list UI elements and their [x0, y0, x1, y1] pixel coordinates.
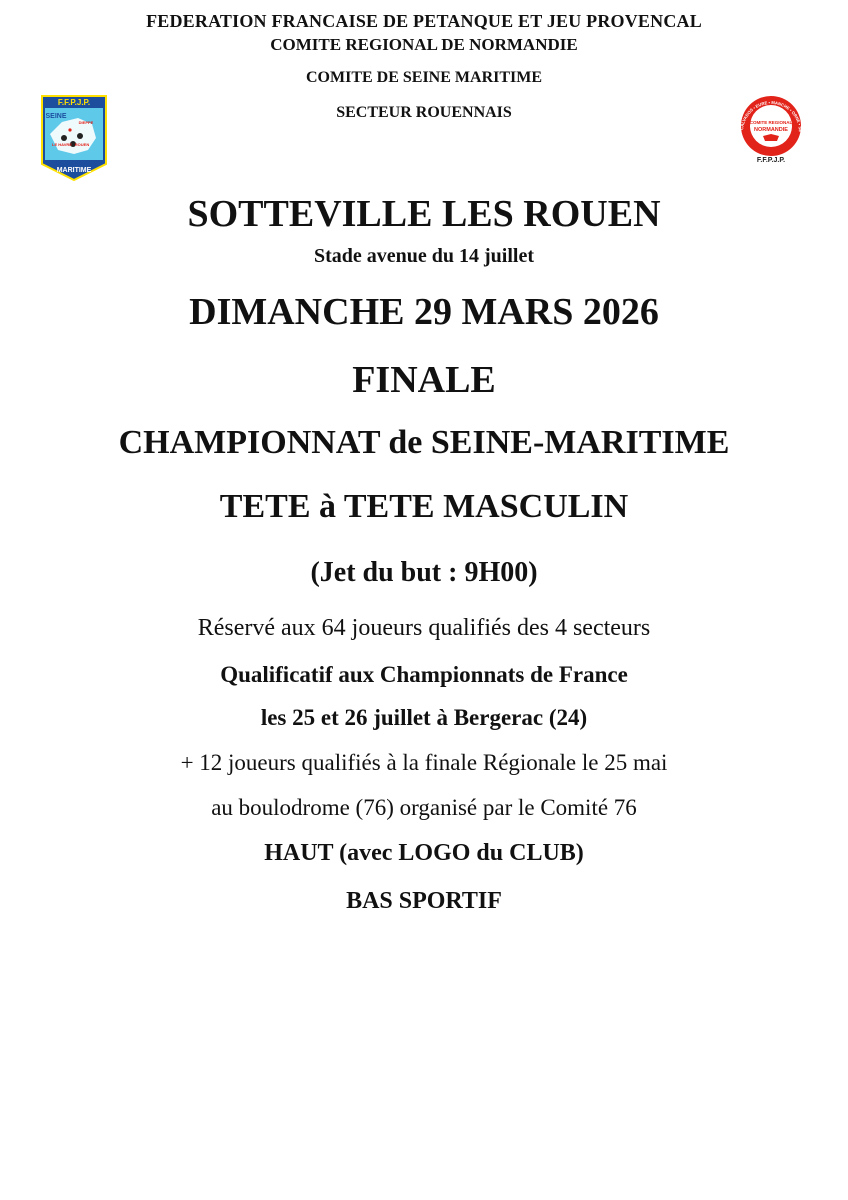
- event-stage: FINALE: [352, 359, 496, 401]
- event-qualifying: Qualificatif aux Championnats de France: [220, 662, 628, 687]
- logo-right-bottom-label: F.F.P.J.P.: [756, 157, 786, 164]
- sector-name: SECTEUR ROUENNAIS: [336, 104, 512, 121]
- event-regional-qualifiers: + 12 joueurs qualifiés à la finale Régionale le 25 mai: [180, 750, 668, 775]
- logo-left-top-label: F.F.P.J.P.: [57, 98, 91, 107]
- logo-left-town-dieppe: DIEPPE: [78, 120, 94, 125]
- departmental-committee: COMITE DE SEINE MARITIME: [305, 69, 543, 86]
- event-reserved-players: Réservé aux 64 joueurs qualifiés des 4 secteurs: [197, 615, 651, 641]
- event-france-dates: les 25 et 26 juillet à Bergerac (24): [260, 705, 588, 730]
- event-date: DIMANCHE 29 MARS 2026: [189, 291, 659, 333]
- event-start-time: (Jet du but : 9H00): [310, 557, 538, 588]
- dress-code-top: HAUT (avec LOGO du CLUB): [264, 840, 584, 866]
- logo-left-town-le-havre: LE HAVRE: [52, 142, 72, 147]
- event-championship: CHAMPIONNAT de SEINE-MARITIME: [118, 424, 730, 461]
- logo-left-word-top: SEINE: [45, 113, 67, 120]
- logo-left-town-rouen: ROUEN: [74, 142, 90, 147]
- event-regional-venue: au boulodrome (76) organisé par le Comité 76: [211, 795, 637, 820]
- logo-right-center-line2: NORMANDIE: [754, 127, 788, 133]
- federation-title: FEDERATION FRANCAISE DE PETANQUE ET JEU PROVENCAL: [146, 11, 702, 31]
- ffpjp-seine-maritime-logo: [40, 94, 108, 182]
- event-venue: Stade avenue du 14 juillet: [313, 245, 535, 267]
- event-city: SOTTEVILLE LES ROUEN: [187, 193, 661, 235]
- logo-right-center-line1: COMITE REGIONAL: [749, 120, 793, 125]
- logo-right-ring-text: CALVADOS • EURE • MANCHE • ORNE • SE: [739, 99, 804, 133]
- logo-left-word-bottom: MARITIME: [56, 167, 92, 174]
- dress-code-bottom: BAS SPORTIF: [346, 888, 502, 914]
- regional-committee: COMITE REGIONAL DE NORMANDIE: [270, 35, 578, 54]
- event-category: TETE à TETE MASCULIN: [219, 488, 629, 525]
